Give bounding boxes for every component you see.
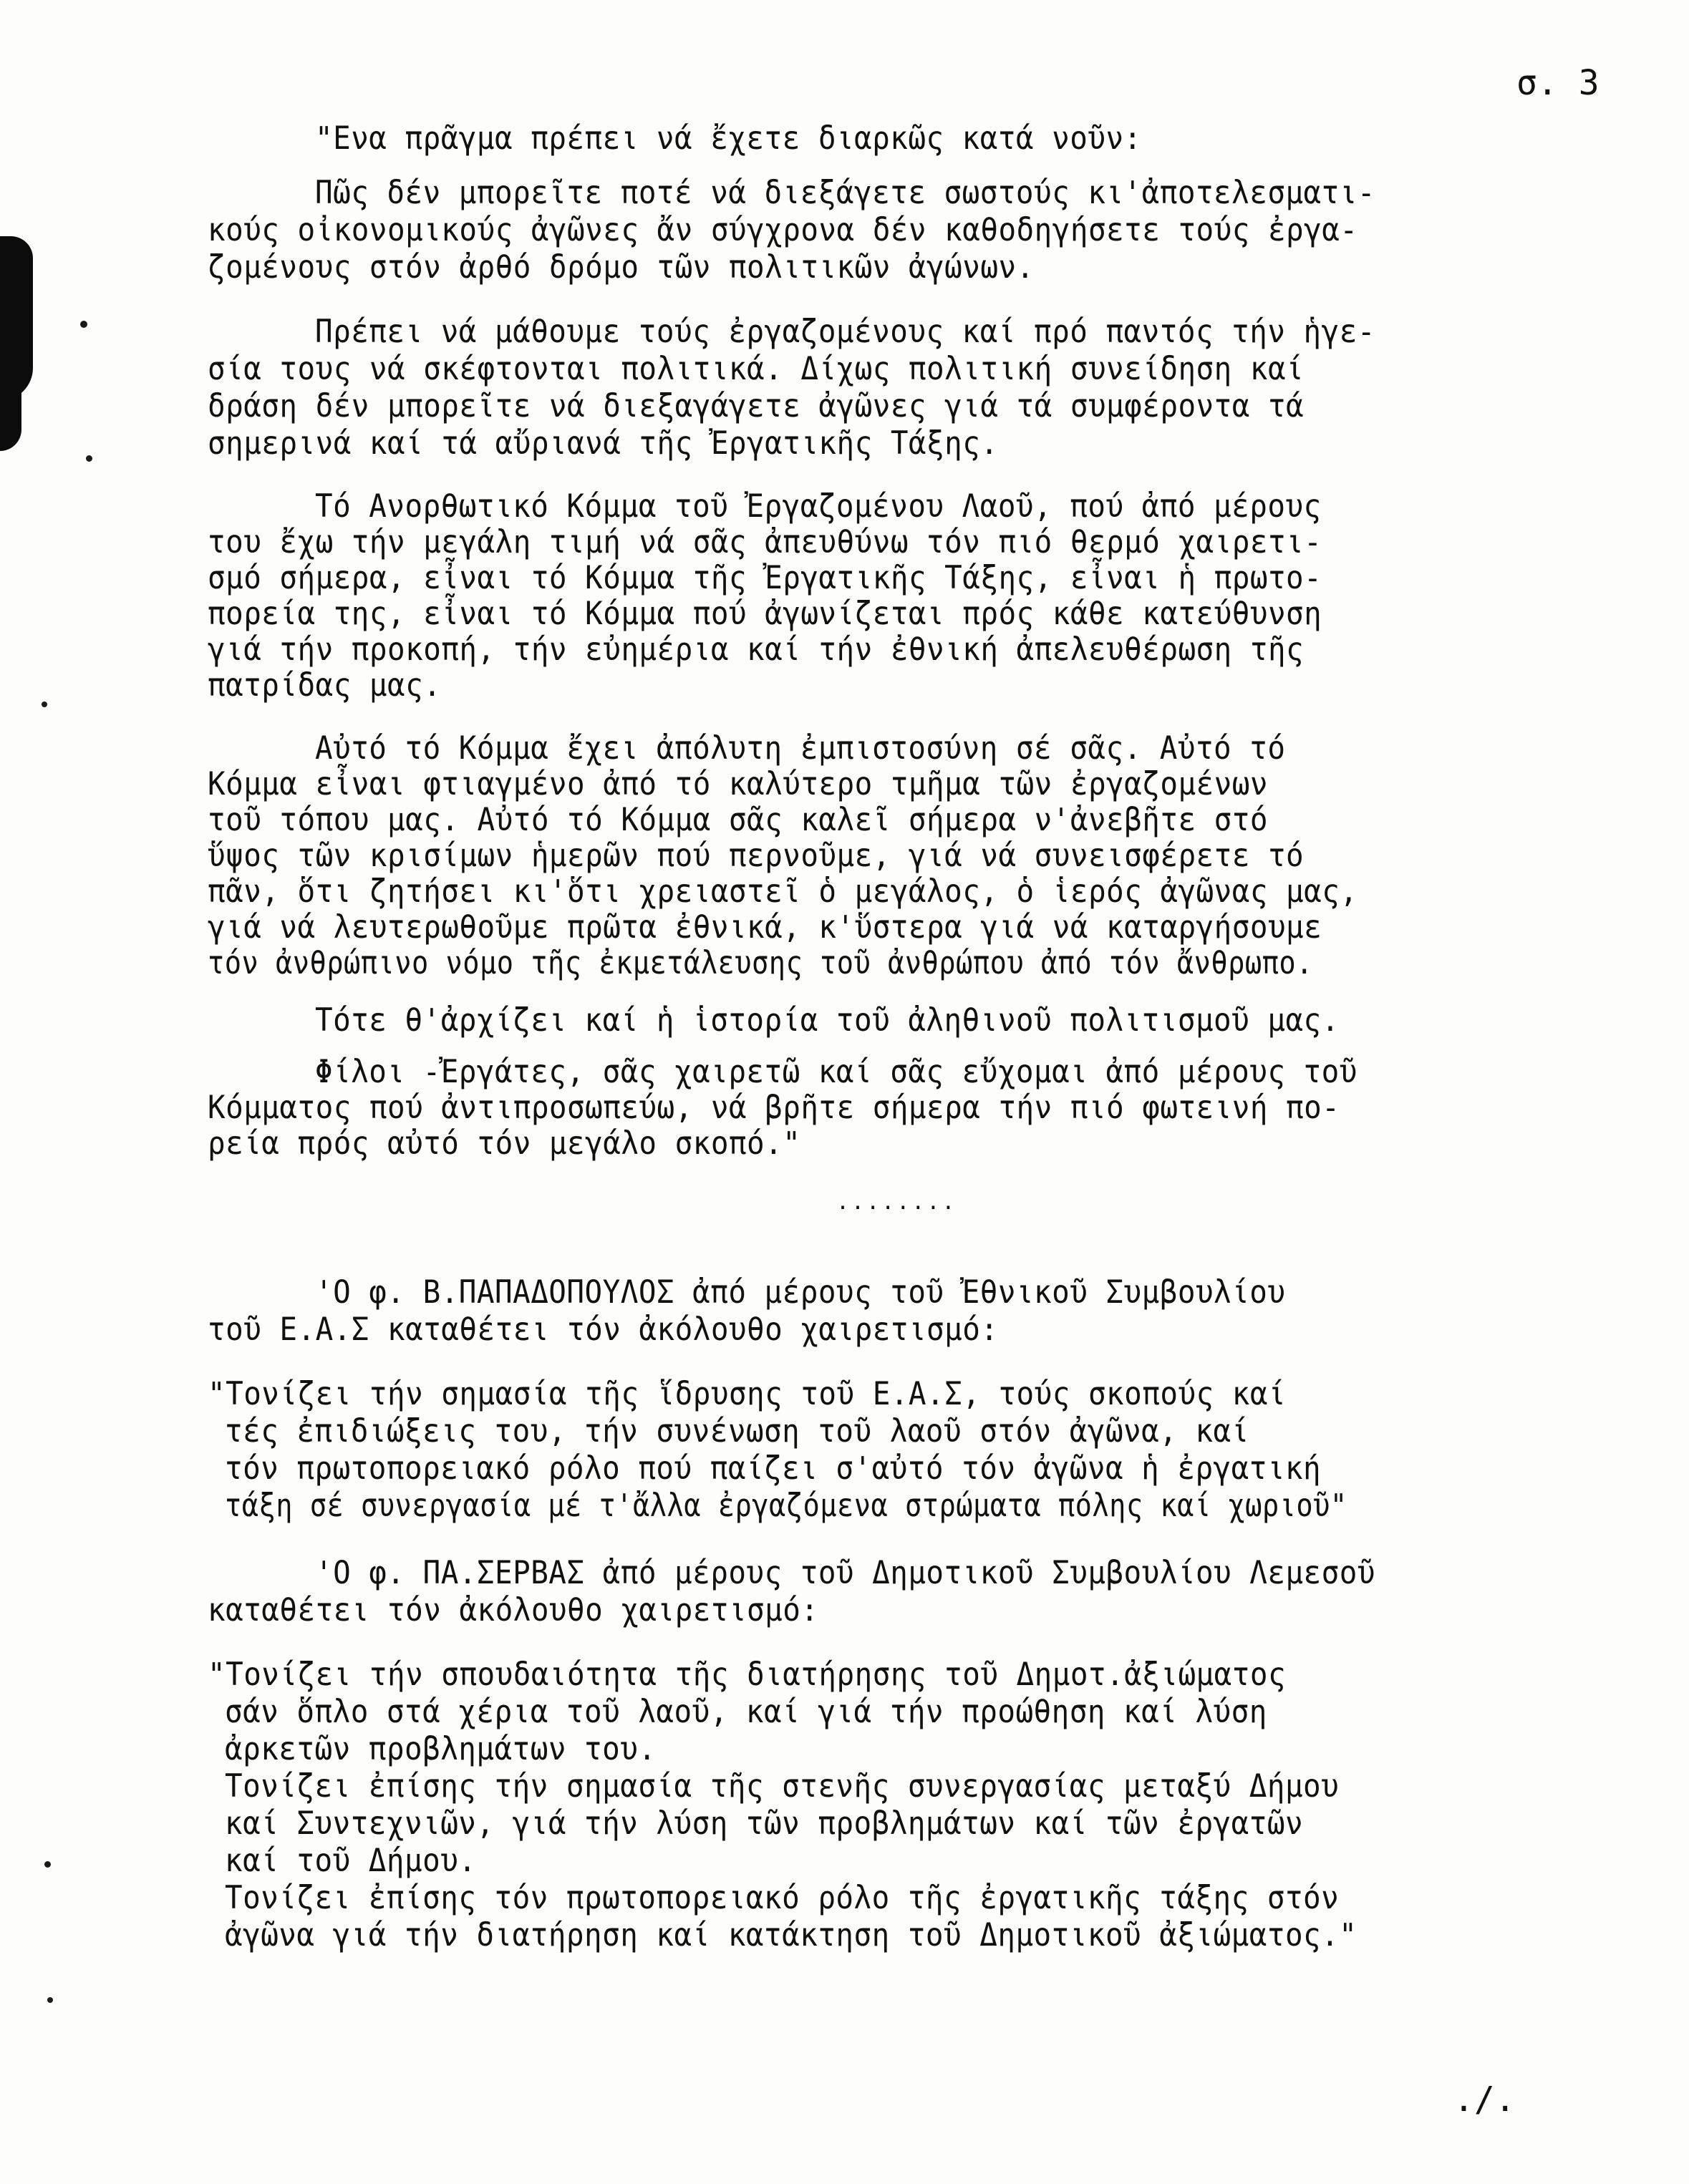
text-line: κούς οἰκονομικούς ἀγῶνες ἄν σύγχρονα δέν καθοδηγήσετε τούς ἐργα- xyxy=(208,212,1358,248)
text-line: δράση δέν μπορεῖτε νά διεξαγάγετε ἀγῶνες γιά τά συμφέροντα τά xyxy=(208,388,1305,424)
text-line: Τό Ανορθωτικό Κόμμα τοῦ Ἐργαζομένου Λαοῦ, πού ἀπό μέρους xyxy=(315,488,1322,525)
text-line: καί τοῦ Δήμου. xyxy=(225,1843,477,1879)
text-line: πᾶν, ὅτι ζητήσει κι'ὅτι χρειαστεῖ ὁ μεγάλος, ὁ ἱερός ἀγῶνας μας, xyxy=(208,873,1358,910)
text-line: σία τους νά σκέφτονται πολιτικά. Δίχως πολιτική συνείδηση καί xyxy=(208,351,1305,387)
text-line: 'Ο φ. Β.ΠΑΠΑΔΟΠΟΥΛΟΣ ἀπό μέρους τοῦ Ἐθνικοῦ Συμβουλίου xyxy=(315,1274,1286,1311)
speck xyxy=(86,455,92,462)
text-line: πατρίδας μας. xyxy=(208,667,442,704)
text-line: ζομένους στόν ἀρθό δρόμο τῶν πολιτικῶν ἀγώνων. xyxy=(208,249,1035,286)
ink-stain-lower xyxy=(0,372,21,451)
speck xyxy=(42,702,47,707)
text-line: ρεία πρός αὐτό τόν μεγάλο σκοπό." xyxy=(208,1125,801,1162)
text-line: Φίλοι -Ἐργάτες, σᾶς χαιρετῶ καί σᾶς εὔχομαι ἀπό μέρους τοῦ xyxy=(315,1054,1358,1090)
text-line: τοῦ τόπου μας. Αὐτό τό Κόμμα σᾶς καλεῖ σήμερα ν'ἀνεβῆτε στό xyxy=(208,802,1268,838)
text-line: σημερινά καί τά αὔριανά τῆς Ἐργατικῆς Τάξης. xyxy=(208,425,999,462)
text-line: τόν ἀνθρώπινο νόμο τῆς ἐκμετάλευσης τοῦ ἀνθρώπου ἀπό τόν ἄνθρωπο. xyxy=(208,945,1313,981)
text-line: "Τονίζει τήν σπουδαιότητα τῆς διατήρησης τοῦ Δημοτ.ἀξιώματος xyxy=(208,1656,1287,1693)
speck xyxy=(80,321,87,328)
speck xyxy=(47,1997,53,2003)
text-line: "Ενα πρᾶγμα πρέπει νά ἔχετε διαρκῶς κατά νοῦν: xyxy=(315,120,1142,157)
text-line: καί Συντεχνιῶν, γιά τήν λύση τῶν προβλημάτων καί τῶν ἐργατῶν xyxy=(225,1805,1304,1842)
text-line: καταθέτει τόν ἀκόλουθο χαιρετισμό: xyxy=(208,1592,819,1629)
text-line: γιά τήν προκοπή, τήν εὐημέρια καί τήν ἐθνική ἀπελευθέρωση τῆς xyxy=(208,631,1305,668)
text-line: γιά νά λευτερωθοῦμε πρῶτα ἐθνικά, κ'ὕστερα γιά νά καταργήσουμε xyxy=(208,909,1322,946)
text-line: του ἔχω τήν μεγάλη τιμή νά σᾶς ἀπευθύνω τόν πιό θερμό χαιρετι- xyxy=(208,524,1322,560)
text-line: Πῶς δέν μπορεῖτε ποτέ νά διεξάγετε σωστούς κι'ἀποτελεσματι- xyxy=(315,175,1375,211)
text-line: σμό σήμερα, εἶναι τό Κόμμα τῆς Ἐργατικῆς Τάξης, εἶναι ἡ πρωτο- xyxy=(208,560,1322,596)
text-line: Κόμμα εἶναι φτιαγμένο ἀπό τό καλύτερο τμῆμα τῶν ἐργαζομένων xyxy=(208,766,1268,802)
text-line: Αὐτό τό Κόμμα ἔχει ἀπόλυτη ἐμπιστοσύνη σέ σᾶς. Αὐτό τό xyxy=(315,730,1286,767)
text-line: Πρέπει νά μάθουμε τούς ἐργαζομένους καί πρό παντός τήν ἡγε- xyxy=(315,314,1375,350)
text-line: Τονίζει ἐπίσης τόν πρωτοπορειακό ρόλο τῆς ἐργατικῆς τάξης στόν xyxy=(225,1880,1340,1916)
text-line: τόν πρωτοπορειακό ρόλο πού παίζει σ'αὐτό τόν ἀγῶνα ἡ ἐργατική xyxy=(225,1450,1322,1487)
text-line: Τότε θ'ἀρχίζει καί ἡ ἱστορία τοῦ ἀληθινοῦ πολιτισμοῦ μας. xyxy=(315,1002,1340,1039)
text-line: "Τονίζει τήν σημασία τῆς ἵδρυσης τοῦ Ε.Α.Σ, τούς σκοπούς καί xyxy=(208,1376,1287,1412)
speck xyxy=(44,1861,51,1868)
text-line: τοῦ Ε.Α.Σ καταθέτει τόν ἀκόλουθο χαιρετισμό: xyxy=(208,1311,999,1348)
section-separator: ........ xyxy=(836,1190,957,1215)
text-line: τές ἐπιδιώξεις του, τήν συνένωση τοῦ λαοῦ στόν ἀγῶνα, καί xyxy=(225,1413,1249,1450)
page-number: σ. 3 xyxy=(1516,63,1600,103)
text-line: 'Ο φ. ΠΑ.ΣΕΡΒΑΣ ἀπό μέρους τοῦ Δημοτικοῦ Συμβουλίου Λεμεσοῦ xyxy=(315,1555,1375,1591)
text-line: Κόμματος πού ἀντιπροσωπεύω, νά βρῆτε σήμερα τήν πιό φωτεινή πο- xyxy=(208,1089,1340,1126)
text-line: Τονίζει ἐπίσης τήν σημασία τῆς στενῆς συνεργασίας μεταξύ Δήμου xyxy=(225,1768,1340,1805)
text-line: τάξη σέ συνεργασία μέ τ'ἄλλα ἐργαζόμενα στρώματα πόλης καί χωριοῦ" xyxy=(225,1487,1347,1524)
text-line: ὕψος τῶν κρισίμων ἡμερῶν πού περνοῦμε, γιά νά συνεισφέρετε τό xyxy=(208,838,1305,874)
text-line: ἀγῶνα γιά τήν διατήρηση καί κατάκτηση τοῦ Δημοτικοῦ ἀξιώματος." xyxy=(225,1917,1358,1954)
text-line: ἀρκετῶν προβλημάτων του. xyxy=(225,1731,657,1767)
text-line: σάν ὅπλο στά χέρια τοῦ λαοῦ, καί γιά τήν προώθηση καί λύση xyxy=(225,1694,1267,1730)
text-line: πορεία της, εἶναι τό Κόμμα πού ἀγωνίζεται πρός κάθε κατεύθυνση xyxy=(208,596,1322,632)
continuation-mark: ./. xyxy=(1453,2079,1516,2120)
